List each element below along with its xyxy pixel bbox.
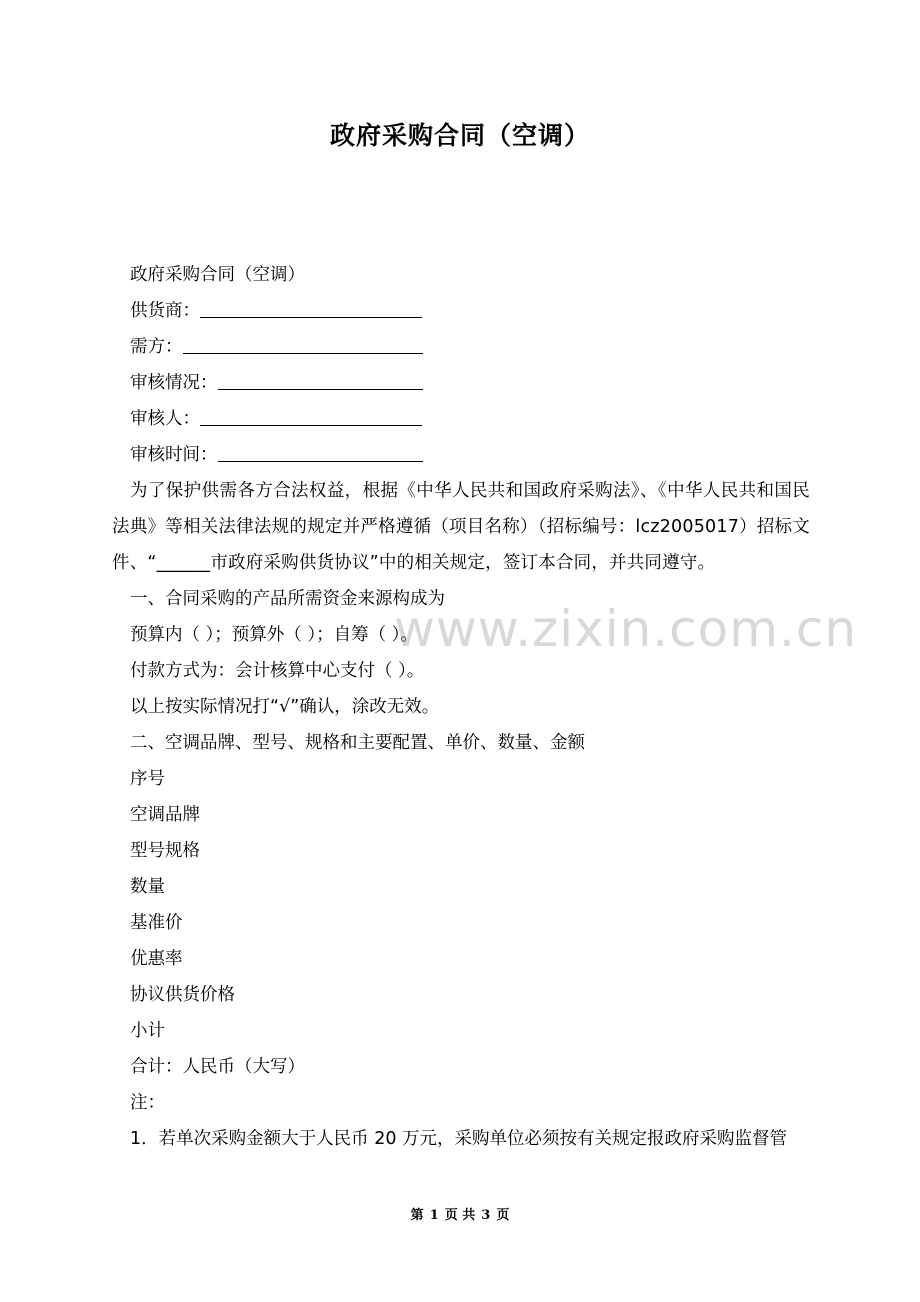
section1-heading: 一、合同采购的产品所需资金来源构成为 (130, 589, 445, 609)
intro-paragraph: 为了保护供需各方合法权益，根据《中华人民共和国政府采购法》、《中华人民共和国民法典》等相关法律法规的规定并严格遵循（项目名称）（招标编号：lcz2005017）招标文件、“______市政府采购供货协议”中的相关规定，签订本合同，并共同遵守。 (112, 481, 810, 573)
table-header-item: 小计 (130, 1021, 165, 1041)
note-label: 注： (130, 1093, 165, 1113)
field-review-time-label: 审核时间： (130, 445, 218, 465)
field-review-status-label: 审核情况： (130, 373, 218, 393)
footer-prefix: 第 (410, 1208, 424, 1223)
budget-line: 预算内（ ）；预算外（ ）；自筹（ ）。 (130, 625, 418, 645)
field-buyer-blank (183, 333, 423, 354)
table-header-item: 序号 (130, 769, 165, 789)
field-supplier-blank (200, 297, 422, 318)
field-review-status (112, 365, 810, 401)
field-buyer-label: 需方： (130, 337, 183, 357)
table-header-item: 数量 (130, 877, 165, 897)
field-reviewer (112, 401, 810, 437)
watermark: www.zixin.com.cn (394, 600, 858, 658)
footer-page-total: 3 (481, 1208, 491, 1223)
footer-suffix: 页 (496, 1208, 510, 1223)
contract-subtitle: 政府采购合同（空调） (130, 265, 305, 285)
field-buyer (112, 329, 810, 365)
page-footer (0, 1204, 920, 1223)
note-1: 1．若单次采购金额大于人民币 20 万元，采购单位必须按有关规定报政府采购监督管 (130, 1129, 788, 1149)
field-supplier-label: 供货商： (130, 301, 200, 321)
table-header-item: 型号规格 (130, 841, 200, 861)
payment-line: 付款方式为：会计核算中心支付（ ）。 (130, 661, 425, 681)
document-title: 政府采购合同（空调） (329, 121, 590, 150)
field-review-time-blank (218, 441, 423, 462)
field-review-status-blank (218, 369, 423, 390)
document-body (112, 257, 810, 1157)
table-header-item: 空调品牌 (130, 805, 200, 825)
total-line: 合计：人民币（大写） (130, 1057, 305, 1077)
table-header-item: 协议供货价格 (130, 985, 235, 1005)
footer-page-current: 1 (429, 1208, 439, 1223)
footer-middle: 页 共 (444, 1208, 476, 1223)
table-header-item: 基准价 (130, 913, 183, 933)
table-header-item: 优惠率 (130, 949, 183, 969)
field-review-time (112, 437, 810, 473)
confirm-line: 以上按实际情况打“√”确认，涂改无效。 (130, 697, 440, 717)
field-reviewer-label: 审核人： (130, 409, 200, 429)
field-reviewer-blank (200, 405, 422, 426)
field-supplier (112, 293, 810, 329)
section2-heading: 二、空调品牌、型号、规格和主要配置、单价、数量、金额 (130, 733, 585, 753)
